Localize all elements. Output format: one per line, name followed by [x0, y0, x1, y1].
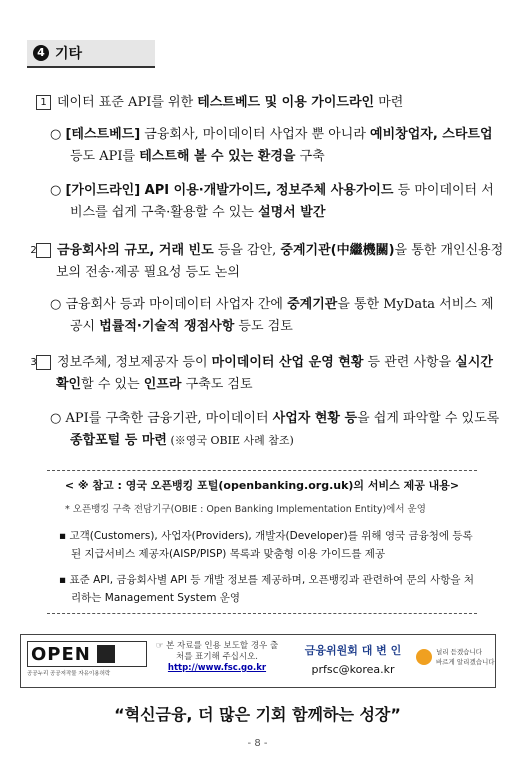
- bullet-circle: ○: [50, 297, 66, 312]
- kogl-open-logo: [27, 641, 147, 679]
- reference-bullet-2: [57, 571, 477, 607]
- item-1a-bold-b: 테스트해 볼 수 있는 환경을: [139, 149, 296, 164]
- item-1a-text: 금융회사, 마이데이터 사업자 뿐 아니라: [140, 127, 371, 142]
- item-1-text-b: 마련: [374, 95, 404, 110]
- item-1b: [50, 180, 502, 224]
- item-2: [30, 240, 506, 284]
- item-1b-lead: [가이드라인] API 이용·개발가이드, 정보주체 사용가이드: [65, 183, 394, 198]
- item-2-number: 2: [36, 243, 51, 258]
- slogan: “혁신금융, 더 많은 기회 함께하는 성장”: [114, 705, 401, 724]
- reference-bullet-2-text: 표준 API, 금융회사별 API 등 개발 정보를 제공하며, 오픈뱅킹과 관련하여 문의 사항을 처리하는 Management System 운영: [69, 574, 474, 604]
- item-3-text: 정보주체, 정보제공자 등이: [57, 355, 212, 370]
- item-2a-text-c: 등도 검토: [234, 319, 293, 334]
- reference-bullet-1: [57, 527, 477, 563]
- item-1a-bold: 예비창업자, 스타트업: [370, 127, 493, 142]
- item-3-text-d: 구축도 검토: [181, 377, 253, 392]
- item-2a-bold-b: 법률적·기술적 쟁점사항: [99, 319, 235, 334]
- spokesperson-label: 금융위원회 대 변 인: [304, 644, 402, 657]
- fsc-tagline: [416, 647, 495, 667]
- tag-line-1: 널리 듣겠습니다: [436, 648, 483, 656]
- citation-notice: [153, 641, 281, 674]
- section-heading: [27, 40, 155, 68]
- item-1b-bold: 설명서 발간: [258, 205, 326, 220]
- item-3a-bold-b: 종합포털 등 마련: [70, 433, 167, 448]
- item-1-text: 데이터 표준 API를 위한: [57, 95, 198, 110]
- page-number: - 8 -: [247, 738, 268, 749]
- item-2-bold: 금융회사의 규모, 거래 빈도: [57, 243, 214, 258]
- item-1: [36, 92, 486, 114]
- item-1-bold: 테스트베드 및 이용 가이드라인: [197, 95, 375, 110]
- square-bullet-icon: ▪: [59, 530, 70, 542]
- bullet-circle: ○: [50, 411, 66, 426]
- item-1-number: 1: [36, 95, 51, 110]
- item-2a-text: 금융회사 등과 마이데이터 사업자 간에: [65, 297, 288, 312]
- item-3-bold: 마이데이터 산업 운영 현황: [211, 355, 364, 370]
- item-3a-text: API를 구축한 금융기관, 마이데이터: [65, 411, 273, 426]
- open-label: OPEN: [31, 643, 91, 665]
- footer-box: [20, 634, 496, 688]
- bullet-circle: ○: [50, 183, 66, 198]
- item-2-bold-b: 중계기관(中繼機關): [280, 243, 395, 258]
- item-1a-lead: [테스트베드]: [65, 127, 141, 142]
- item-2a-text-b: 을 통한 MyData 서비스 제공시: [70, 297, 494, 334]
- email-text: prfsc@korea.kr: [311, 663, 395, 676]
- section-number: 4: [33, 45, 49, 61]
- person-icon: [97, 645, 115, 663]
- fsc-url-link[interactable]: http://www.fsc.go.kr: [167, 663, 267, 673]
- spokesperson-block: [293, 642, 413, 676]
- item-3a-note: (※영국 OBIE 사례 참조): [166, 434, 294, 447]
- item-3: [30, 352, 506, 396]
- notice-text: ☞ 본 자료를 인용 보도할 경우 출처를 표기해 주십시오.: [155, 641, 279, 662]
- item-3a-text-b: 을 쉽게 파악할 수 있도록: [357, 411, 500, 426]
- item-3-number: 3: [36, 355, 51, 370]
- tag-line-2: 바르게 알리겠습니다: [436, 658, 495, 666]
- item-3a: [50, 408, 502, 452]
- item-3-text-c: 할 수 있는: [81, 377, 144, 392]
- item-1a: [50, 124, 502, 168]
- item-2-text-b: 을 통한 개인신용정보의 전송·제공 필요성 등도 논의: [56, 243, 504, 280]
- fsc-logo-icon: [416, 649, 432, 665]
- reference-footnote: * 오픈뱅킹 구축 전담기구(OBIE : Open Banking Implementation Entity)에서 운영: [65, 504, 426, 515]
- item-2-text: 등을 감안,: [213, 243, 281, 258]
- item-3a-bold: 사업자 현황 등: [272, 411, 358, 426]
- item-1a-text-c: 구축: [295, 149, 325, 164]
- item-1b-text: 등 마이데이터 서비스를 쉽게 구축·활용할 수 있는: [70, 183, 494, 220]
- open-sub: 공공누리 공공저작물 자유이용허락: [27, 671, 111, 677]
- reference-box: [47, 470, 477, 614]
- item-3-bold-b: 실시간 확인: [56, 355, 493, 392]
- item-3-bold-c: 인프라: [143, 377, 182, 392]
- item-2a: [50, 294, 502, 338]
- reference-bullet-1-text: 고객(Customers), 사업자(Providers), 개발자(Developer)를 위해 영국 금융청에 등록된 지급서비스 제공자(AISP/PISP) 목록과 맞춤형 이용 가이드를 제공: [69, 530, 473, 560]
- item-2a-bold: 중계기관: [287, 297, 338, 312]
- section-title: 기타: [55, 46, 83, 62]
- bullet-circle: ○: [50, 127, 66, 142]
- item-3-text-b: 등 관련 사항을: [363, 355, 456, 370]
- reference-title: < ※ 참고 : 영국 오픈뱅킹 포털(openbanking.org.uk)의 서비스 제공 내용>: [64, 479, 460, 492]
- item-1a-text-b: 등도 API를: [70, 149, 140, 164]
- square-bullet-icon: ▪: [59, 574, 70, 586]
